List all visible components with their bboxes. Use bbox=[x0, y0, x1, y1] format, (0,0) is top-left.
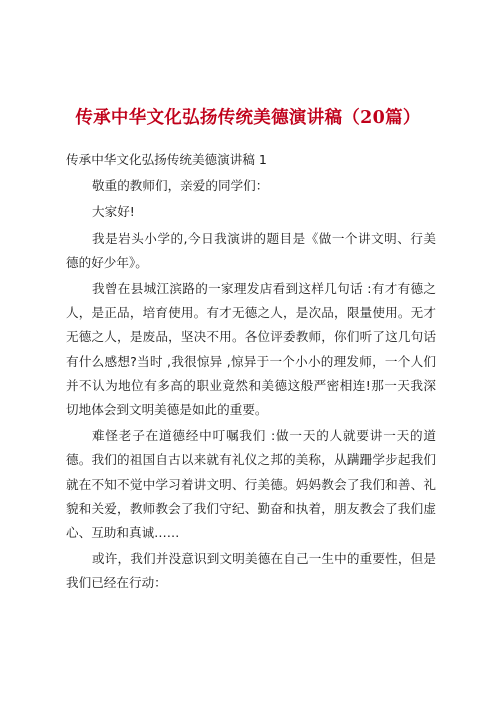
paragraph-intro: 我是岩头小学的,今日我演讲的题目是《做一个讲文明、行美德的好少年》。 bbox=[66, 230, 436, 270]
paragraph-hello: 大家好! bbox=[92, 204, 135, 220]
paragraph-action: 或许，我们并没意识到文明美德在自己一生中的重要性，但是我们已经在行动： bbox=[66, 551, 436, 591]
paragraph-laozi: 难怪老子在道德经中叮嘱我们 :做一天的人就要讲一天的道德。我们的祖国自古以来就有礼仪之邦的美称，从蹒跚学步起我们就在不知不觉中学习着讲文明、行美德。妈妈教会了我们和善、礼貌和关爱，教师教会了我们守纪、勤奋和执着，朋友教会了我们虚心、互助和真诚…… bbox=[66, 428, 436, 541]
document-body bbox=[66, 148, 436, 598]
document-title: 传承中华文化弘扬传统美德演讲稿（20篇） bbox=[75, 108, 421, 128]
document-subtitle: 传承中华文化弘扬传统美德演讲稿 1 bbox=[66, 152, 267, 167]
paragraph-barbershop: 我曾在县城江滨路的一家理发店看到这样几句话 :有才有德之人，是正品，培育使用。有才无德之人，是次品，限量使用。无才无德之人，是废品，坚决不用。各位评委教师，你们听了这几句话有什么感想?当时 ,我很惊异 ,惊异于一个小小的理发师，一个人们并不认为地位有多高的职业竟然和美德这般严密相连!那一天我深切地体会到文明美德是如此的重要。 bbox=[66, 281, 436, 418]
paragraph-greeting: 敬重的教师们，亲爱的同学们： bbox=[92, 178, 269, 194]
